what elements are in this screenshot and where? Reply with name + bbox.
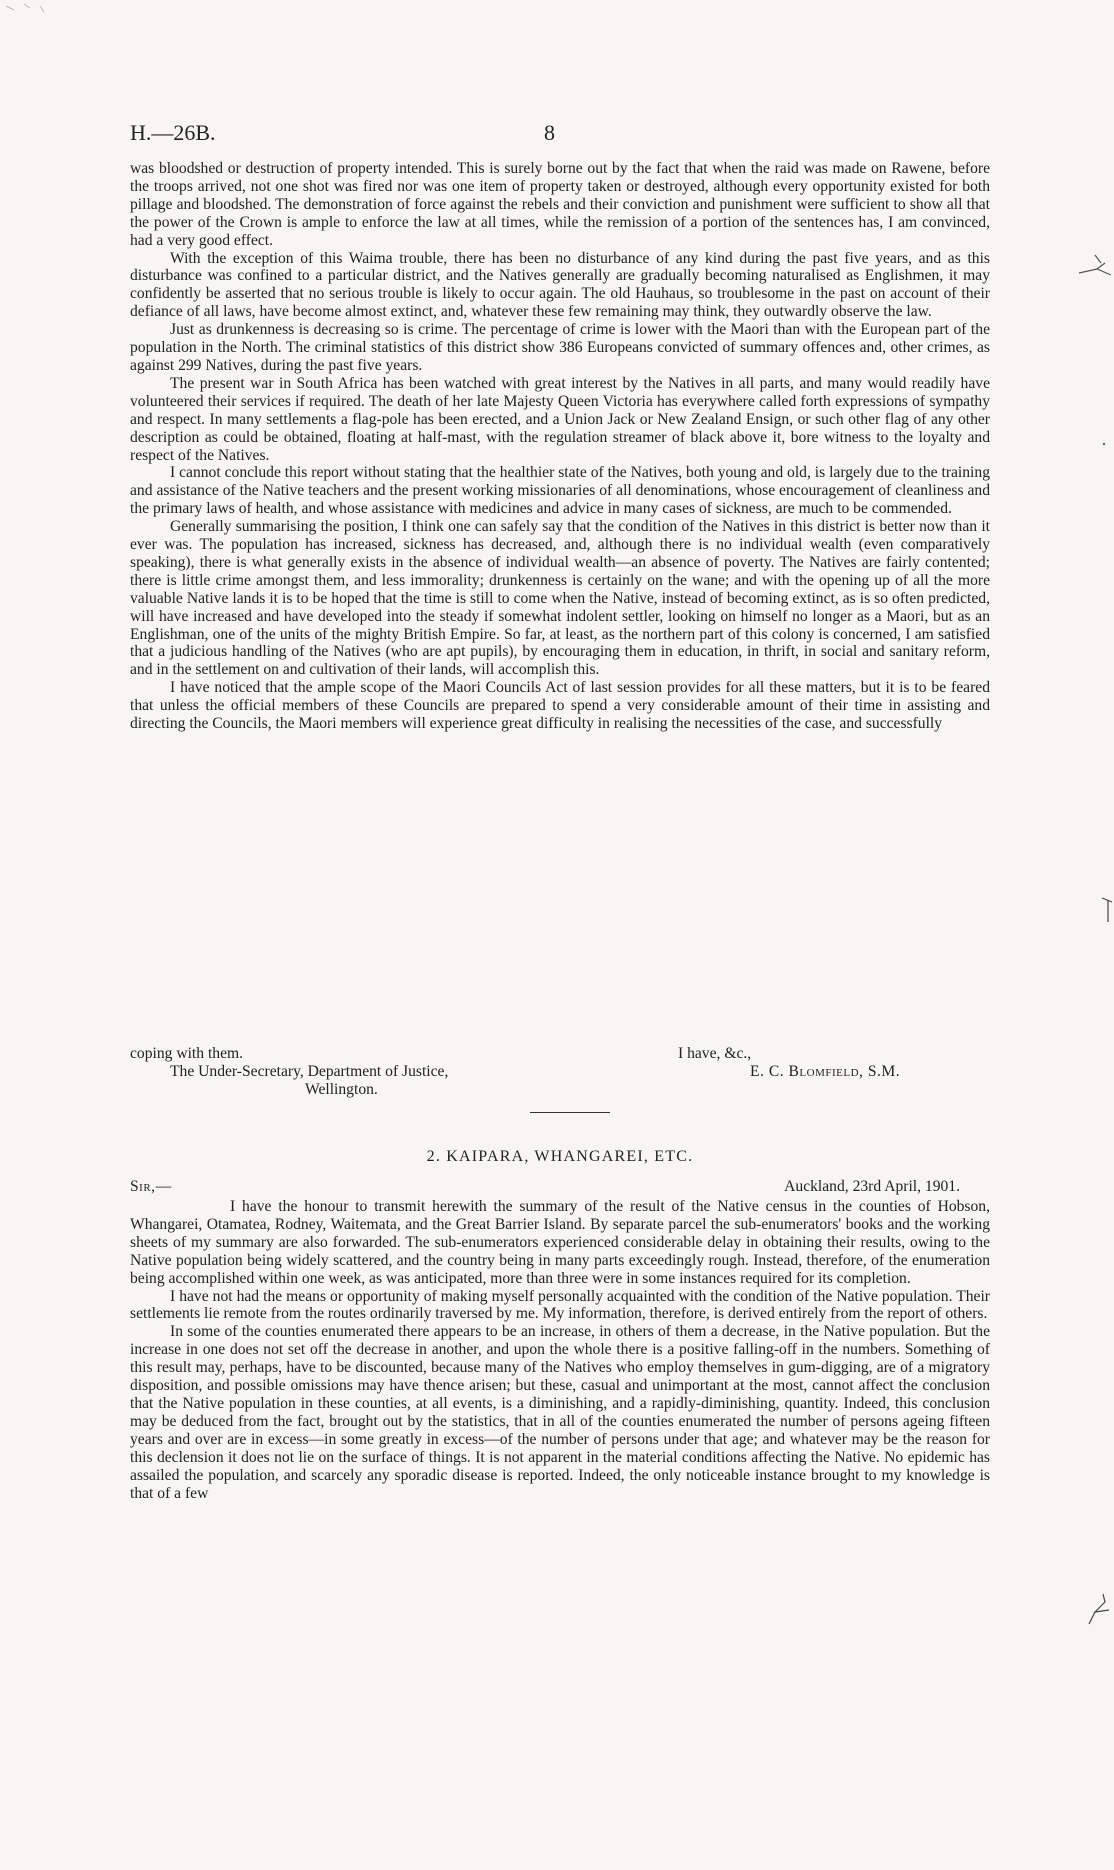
dateline: Auckland, 23rd April, 1901. — [784, 1178, 960, 1195]
section-title: 2. KAIPARA, WHANGAREI, ETC. — [426, 1148, 694, 1165]
section-divider — [530, 1112, 610, 1113]
paragraph: was bloodshed or destruction of property intended. This is surely borne out by the fact that when the raid was made on Rawene, before the troops arrived, not one shot was fired nor was one item of property taken or destroyed, although every opportunity existed for both pillage and bloodshed. The demonstration of force against the rebels and their conviction and punishment were sufficient to show all that the power of the Crown is ample to enforce the law at all times, while the remission of a portion of the sentences has, I am convinced, had a very good effect. — [130, 160, 990, 249]
paragraph: I cannot conclude this report without stating that the healthier state of the Natives, both young and old, is largely due to the training and assistance of the Native teachers and the present working missionaries of all denominations, whose encouragement of cleanliness and the primary laws of health, and whose assistance with medicines and advice in many cases of sickness, are much to be commended. — [130, 464, 990, 518]
page-number: 8 — [544, 120, 555, 145]
corner-speckle — [0, 0, 60, 20]
paragraph: I have not had the means or opportunity of making myself personally acquainted with the condition of the Native population. Their settlements lie remote from the routes ordinarily traversed by me. My information, therefore, is derived entirely from the report of others. — [130, 1287, 990, 1323]
margin-mark — [1075, 245, 1114, 290]
paragraph: The present war in South Africa has been watched with great interest by the Natives in all parts, and many would readily have volunteered their services if required. The death of her late Majesty Queen Victoria has everywhere called forth expressions of sympathy and respect. In many settlements a flag-pole has been erected, and a Union Jack or New Zealand Ensign, or such other flag of any other description as could be obtained, floating at half-mast, with the regulation streamer of black above it, bore witness to the loyalty and respect of the Natives. — [130, 374, 990, 464]
paragraph: Generally summarising the position, I think one can safely say that the condition of the Natives in this district is better now than it ever was. The population has increased, sickness has decreased, and, although there is no individual wealth (even comparatively speaking), there is what generally exists in the absence of individual wealth—an absence of poverty. The Natives are fairly contented; there is little crime amongst them, and less immorality; drunkenness is certainly on the wane; and with the opening up of all the more valuable Native lands it is to be hoped that the time is still to come when the Native, instead of becoming extinct, as is so often predicted, will have increased and have developed into the steady if somewhat indolent settler, looking on himself no longer as a Maori, but as an Englishman, one of the units of the mighty British Empire. So far, at least, as the northern part of this colony is concerned, I am satisfied that a judicious handling of the Natives (who are apt pupils), by encouraging them in education, in thrift, in social and sanitary reform, and in the settlement on and cultivation of their lands, will accomplish this. — [130, 518, 990, 679]
paragraph: I have noticed that the ample scope of the Maori Councils Act of last session provides for all these matters, but it is to be feared that unless the official members of these Councils are prepared to spend a very considerable amount of their time in assisting and directing the Councils, the Maori members will experience great difficulty in realising the necessities of the case, and successfully — [130, 679, 990, 733]
addressee: The Under-Secretary, Department of Justice, — [170, 1063, 449, 1080]
salutation: Sir,— — [130, 1178, 172, 1195]
margin-mark — [1085, 1590, 1113, 1630]
margin-dot — [1100, 440, 1110, 450]
signature: E. C. Blomfield, S.M. — [750, 1063, 901, 1080]
closing-line: coping with them. — [130, 1045, 244, 1062]
paragraph: With the exception of this Waima trouble, there has been no disturbance of any kind during the past five years, and as this disturbance was confined to a particular district, and the Natives generally are gradually becoming naturalised as Englishmen, it may confidently be asserted that no serious trouble is likely to occur again. The old Hauhaus, so troublesome in the past on account of their defiance of all laws, have become almost extinct, and, whatever these few remaining may think, they outwardly observe the law. — [130, 249, 990, 321]
document-reference: H.—26B. — [130, 120, 216, 145]
page-header — [130, 120, 990, 150]
report-body-part2 — [130, 1198, 990, 1502]
letter-closing — [130, 1045, 990, 1099]
margin-mark — [1100, 890, 1114, 930]
sign-off: I have, &c., — [678, 1045, 752, 1062]
salutation-row — [130, 1178, 990, 1198]
report-body-part1 — [130, 160, 990, 733]
addressee-city: Wellington. — [305, 1081, 378, 1098]
paragraph: I have the honour to transmit herewith the summary of the result of the Native census in the counties of Hobson, Whangarei, Otamatea, Rodney, Waitemata, and the Great Barrier Island. By separate parcel the sub-enumerators' books and the working sheets of my summary are also forwarded. The sub-enumerators experienced considerable delay in obtaining their results, owing to the Native population being widely scattered, and the country being in many parts exceedingly rough. Instead, therefore, of the enumeration being accomplished within one week, as was anticipated, more than three were in some instances required for its completion. — [130, 1198, 990, 1287]
paragraph: In some of the counties enumerated there appears to be an increase, in others of them a decrease, in the Native population. But the increase in one does not set off the decrease in another, and upon the whole there is a positive falling-off in the numbers. Something of this result may, perhaps, have to be discounted, because many of the Natives who employ themselves in gum-digging, are of a migratory disposition, and possible omissions may have thence arisen; but these, casual and unimportant at the most, cannot affect the conclusion that the Native population in these counties, at all events, is a diminishing, and a rapidly-diminishing, quantity. Indeed, this conclusion may be deduced from the fact, brought out by the statistics, that in all of the counties enumerated the number of persons ageing fifteen years and over are in excess—in some greatly in excess—of the number of persons under that age; and whatever may be the reason for this declension it does not lie on the surface of things. It is not apparent in the material conditions affecting the Native. No epidemic has assailed the population, and scarcely any sporadic disease is reported. Indeed, the only noticeable instance brought to my knowledge is that of a few — [130, 1323, 990, 1502]
paragraph: Just as drunkenness is decreasing so is crime. The percentage of crime is lower with the Maori than with the European part of the population in the North. The criminal statistics of this district show 386 Europeans convicted of summary offences and, other crimes, as against 299 Natives, during the past five years. — [130, 321, 990, 374]
